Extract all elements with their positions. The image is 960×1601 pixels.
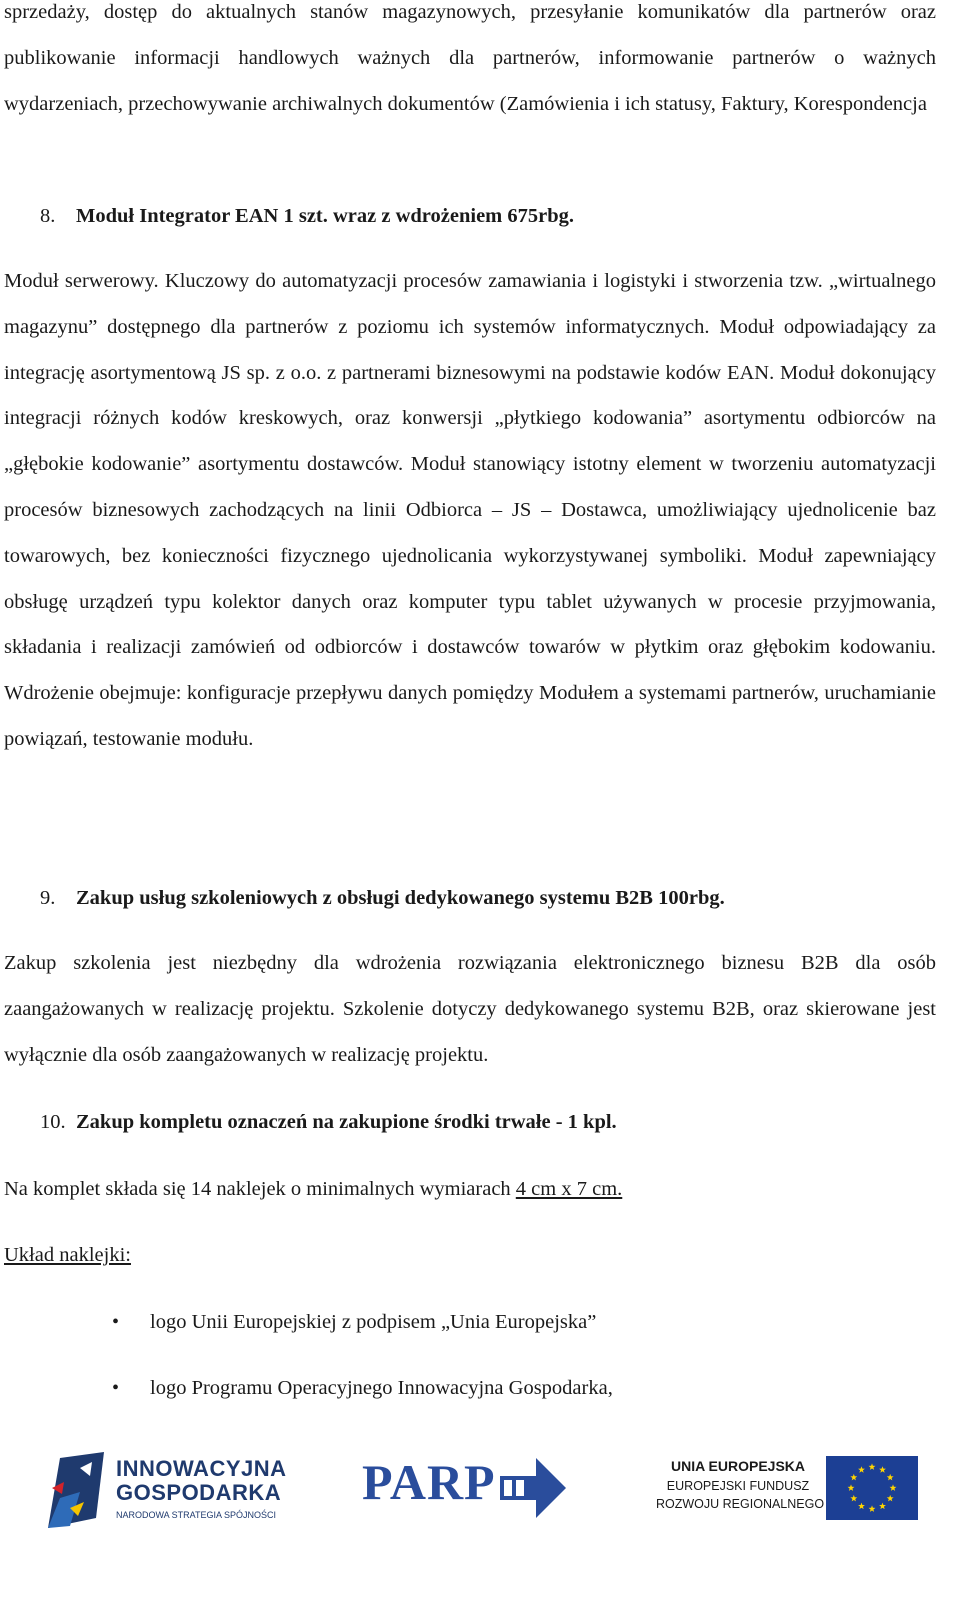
footer-logos bbox=[0, 1440, 960, 1540]
eu-name: UNIA EUROPEJSKA bbox=[670, 1458, 806, 1474]
section-8-title: Moduł Integrator EAN 1 szt. wraz z wdrożeniem 675rbg. bbox=[76, 205, 574, 227]
eu-fund-line1: EUROPEJSKI FUNDUSZ bbox=[666, 1479, 810, 1493]
section-9-paragraph: Zakup szkolenia jest niezbędny dla wdrożenia rozwiązania elektronicznego biznesu B2B dla osób zaangażowanych w realizację projektu. Szkolenie dotyczy dedykowanego systemu B2B, oraz skierowane jest wyłącznie dla osób zaangażowanych w realizację projektu. bbox=[4, 952, 936, 1066]
section-10-title: Zakup kompletu oznaczeń na zakupione środki trwałe - 1 kpl. bbox=[76, 1111, 617, 1133]
ig-name-line1: INNOWACYJNA bbox=[116, 1456, 287, 1481]
section-9-heading bbox=[40, 883, 940, 913]
list-item bbox=[112, 1307, 596, 1337]
list-item-text: logo Programu Operacyjnego Innowacyjna Gospodarka, bbox=[150, 1377, 613, 1399]
ig-name-line2: GOSPODARKA bbox=[116, 1480, 282, 1505]
section-10-text: Na komplet składa się 14 naklejek o minimalnych wymiarach bbox=[4, 1178, 516, 1200]
intro-paragraph: sprzedaży, dostęp do aktualnych stanów magazynowych, przesyłanie komunikatów dla partnerów oraz publikowanie informacji handlowych ważnych dla partnerów, informowanie partnerów o ważnych wydarzeniach, przechowywanie archiwalnych dokumentów (Zamówienia i ich statusy, Faktury, Korespondencja bbox=[4, 1, 936, 115]
section-10-heading bbox=[40, 1107, 940, 1137]
section-10-paragraph bbox=[4, 1174, 622, 1204]
list-item bbox=[112, 1373, 613, 1403]
bullet-icon: • bbox=[112, 1311, 120, 1333]
ig-emblem-icon bbox=[40, 1448, 110, 1534]
section-8-paragraph: Moduł serwerowy. Kluczowy do automatyzacji procesów zamawiania i logistyki i stworzenia tzw. „wirtualnego magazynu” dostępnego dla partnerów z poziomu ich systemów informatycznych. Moduł odpowiadający za integrację asortymentową JS sp. z o.o. z partnerami biznesowymi na podstawie kodów EAN. Moduł dokonujący integracji różnych kodów kreskowych, oraz konwersji „płytkiego kodowania” asortymentu odbiorców na „głębokie kodowanie” asortymentu dostawców. Moduł stanowiący istotny element w tworzeniu automatyzacji procesów biznesowych zachodzących na linii Odbiorca – JS – Dostawca, umożliwiający ujednolicenie baz towarowych, bez konieczności fizycznego ujednolicania wykorzystywanej symboliki. Moduł zapewniający obsługę urządzeń typu kolektor danych oraz komputer typu tablet używanych w procesie przyjmowania, składania i realizacji zamówień od odbiorców i dostawców towarów w płytkim oraz głębokim kodowaniu. Wdrożenie obejmuje: konfiguracje przepływu danych pomiędzy Modułem a systemami partnerów, uruchamianie powiązań, testowanie modułu. bbox=[4, 270, 936, 750]
section-9-title: Zakup usług szkoleniowych z obsługi dedykowanego systemu B2B 100rbg. bbox=[76, 887, 725, 909]
eu-logo bbox=[656, 1454, 920, 1530]
ig-subtitle: NARODOWA STRATEGIA SPÓJNOŚCI bbox=[116, 1510, 277, 1520]
eu-fund-line2: ROZWOJU REGIONALNEGO bbox=[656, 1497, 825, 1511]
list-item-text: logo Unii Europejskiej z podpisem „Unia Europejska” bbox=[150, 1311, 597, 1333]
parp-logo bbox=[362, 1448, 572, 1528]
sticker-layout-label: Układ naklejki: bbox=[4, 1244, 131, 1266]
section-8-heading bbox=[40, 201, 940, 231]
innowacyjna-gospodarka-logo bbox=[40, 1444, 310, 1536]
sticker-dimensions: 4 cm x 7 cm. bbox=[515, 1178, 623, 1200]
bullet-icon: • bbox=[112, 1377, 120, 1399]
section-10-number: 10. bbox=[40, 1111, 66, 1133]
parp-arrow-icon bbox=[490, 1448, 570, 1528]
parp-wordmark: PARP bbox=[362, 1454, 496, 1510]
section-8-number: 8. bbox=[40, 205, 56, 227]
section-9-number: 9. bbox=[40, 887, 56, 909]
eu-flag-icon bbox=[826, 1456, 918, 1520]
